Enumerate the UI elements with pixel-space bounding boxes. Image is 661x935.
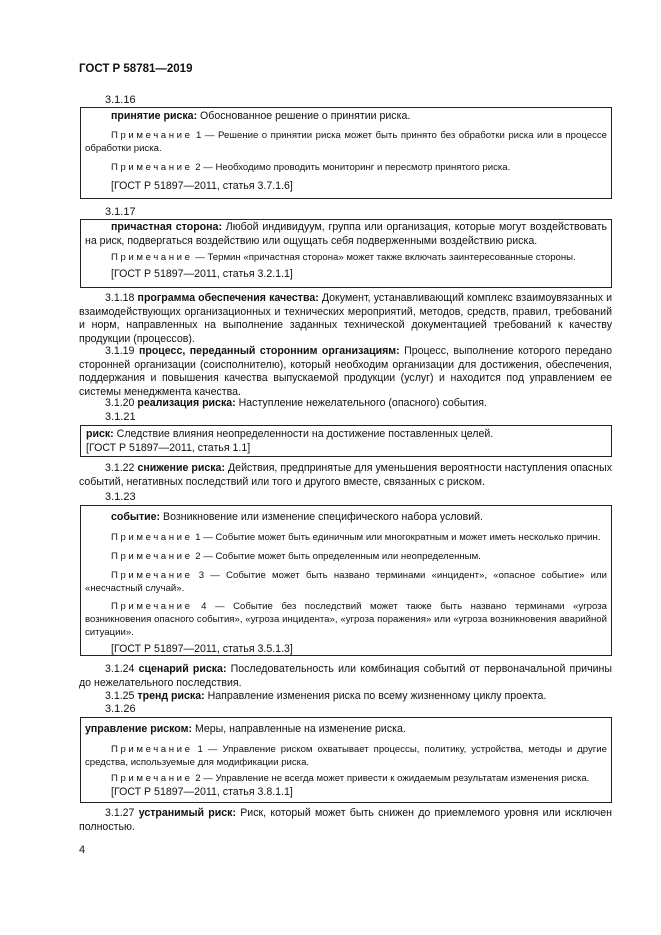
term: причастная сторона: <box>111 221 222 233</box>
definition: риск: Следствие влияния неопределенности на достижение поставленных целей. <box>86 428 494 440</box>
definition-box-3-1-16 <box>80 107 612 199</box>
definition: принятие риска: Обоснованное решение о принятии риска. <box>111 110 411 122</box>
definition-box-3-1-26 <box>80 717 612 803</box>
note: Примечание 2 — Управление не всегда может привести к ожидаемым результатам изменения риска. <box>111 772 590 784</box>
definition: 3.1.24 сценарий риска: Последовательность или комбинация событий от первоначальной причины до нежелательного последствия. <box>79 663 612 689</box>
note: Примечание 2 — Необходимо проводить мониторинг и пересмотр принятого риска. <box>111 161 511 173</box>
term: риск: <box>86 428 114 440</box>
entry-number: 3.1.16 <box>105 94 136 106</box>
definition: причастная сторона: Любой индивидуум, группа или организация, которые могут воздействовать на риск, подвергаться воздействию или ощущать себя подверженными воздействию риска. <box>85 221 607 247</box>
note: Примечание 1 — Решение о принятии риска может быть принято без обработки риска или в процессе обработки риска. <box>85 129 607 154</box>
document-header: ГОСТ Р 58781—2019 <box>79 63 193 75</box>
term: тренд риска: <box>137 690 205 702</box>
note: Примечание — Термин «причастная сторона» может также включать заинтересованные стороны. <box>111 252 576 264</box>
definition: событие: Возникновение или изменение специфического набора условий. <box>111 511 483 523</box>
definition: 3.1.20 реализация риска: Наступление нежелательного (опасного) события. <box>105 397 487 409</box>
definition-box-3-1-23 <box>80 505 612 656</box>
source-reference: [ГОСТ Р 51897—2011, статья 3.7.1.6] <box>111 179 293 192</box>
source-reference: [ГОСТ Р 51897—2011, статья 3.5.1.3] <box>111 642 293 655</box>
term: принятие риска: <box>111 110 198 122</box>
entry-3-1-19 <box>79 345 612 399</box>
source-reference: [ГОСТ Р 51897—2011, статья 1.1] <box>86 441 251 454</box>
entry-3-1-27 <box>79 807 612 834</box>
entry-3-1-24 <box>79 663 612 690</box>
entry-3-1-20 <box>79 397 612 411</box>
definition: 3.1.18 программа обеспечения качества: Документ, устанавливающий комплекс взаимоувязанных и взаимодействующих организационных и технических мероприятий, методов, средств, правил, требований и норм, направленных на выполнение заданных технической документацией требований к качеству продукции (процессов). <box>79 292 613 345</box>
definition-box-3-1-17 <box>80 219 612 288</box>
note: Примечание 3 — Событие может быть названо терминами «инцидент», «опасное событие» или «несчастный случай». <box>85 569 607 594</box>
definition-box-3-1-21 <box>80 425 612 457</box>
entry-3-1-22 <box>79 462 612 489</box>
term: процесс, переданный сторонним организациям: <box>138 345 400 357</box>
source-reference: [ГОСТ Р 51897—2011, статья 3.2.1.1] <box>111 268 293 281</box>
source-reference: [ГОСТ Р 51897—2011, статья 3.8.1.1] <box>111 785 293 798</box>
page-number: 4 <box>79 844 86 856</box>
term: устранимый риск: <box>138 807 237 819</box>
entry-3-1-25 <box>79 690 612 704</box>
entry-3-1-18 <box>79 292 612 346</box>
entry-number: 3.1.21 <box>105 411 136 423</box>
definition: 3.1.19 процесс, переданный сторонним организациям: Процесс, выполнение которого передано сторонней организации (соисполнителю), который необходим организации для достижения, обеспечения, поддержания и повышения качества выпускаемой продукции (услуг) и находится под управлением ее системы менеджмента качества. <box>79 345 612 398</box>
definition: управление риском: Меры, направленные на изменение риска. <box>85 723 406 735</box>
definition: 3.1.25 тренд риска: Направление изменения риска по всему жизненному циклу проекта. <box>105 690 547 702</box>
term: реализация риска: <box>137 397 236 409</box>
definition: 3.1.22 снижение риска: Действия, предпринятые для уменьшения вероятности наступления опасных событий, негативных последствий или того и другого вместе, связанных с риском. <box>79 462 612 488</box>
note: Примечание 1 — Управление риском охватывает процессы, политику, устройства, методы и другие средства, используемые для модификации риска. <box>85 743 607 768</box>
entry-number: 3.1.17 <box>105 206 136 218</box>
term: событие: <box>111 511 161 523</box>
note: Примечание 2 — Событие может быть определенным или неопределенным. <box>111 550 481 562</box>
term: снижение риска: <box>137 462 225 474</box>
definition: 3.1.27 устранимый риск: Риск, который может быть снижен до приемлемого уровня или исключен полностью. <box>79 807 612 833</box>
term: программа обеспечения качества: <box>137 292 319 304</box>
note: Примечание 4 — Событие без последствий может также быть названо терминами «угроза возникновения опасного события», «угроза инцидента», «угроза поражения» или «угроза возникновения аварийной ситуации». <box>85 600 607 638</box>
note: Примечание 1 — Событие может быть единичным или многократным и может иметь несколько причин. <box>111 531 601 543</box>
entry-number: 3.1.23 <box>105 491 136 503</box>
term: сценарий риска: <box>138 663 227 675</box>
term: управление риском: <box>85 723 192 735</box>
entry-number: 3.1.26 <box>105 703 136 715</box>
